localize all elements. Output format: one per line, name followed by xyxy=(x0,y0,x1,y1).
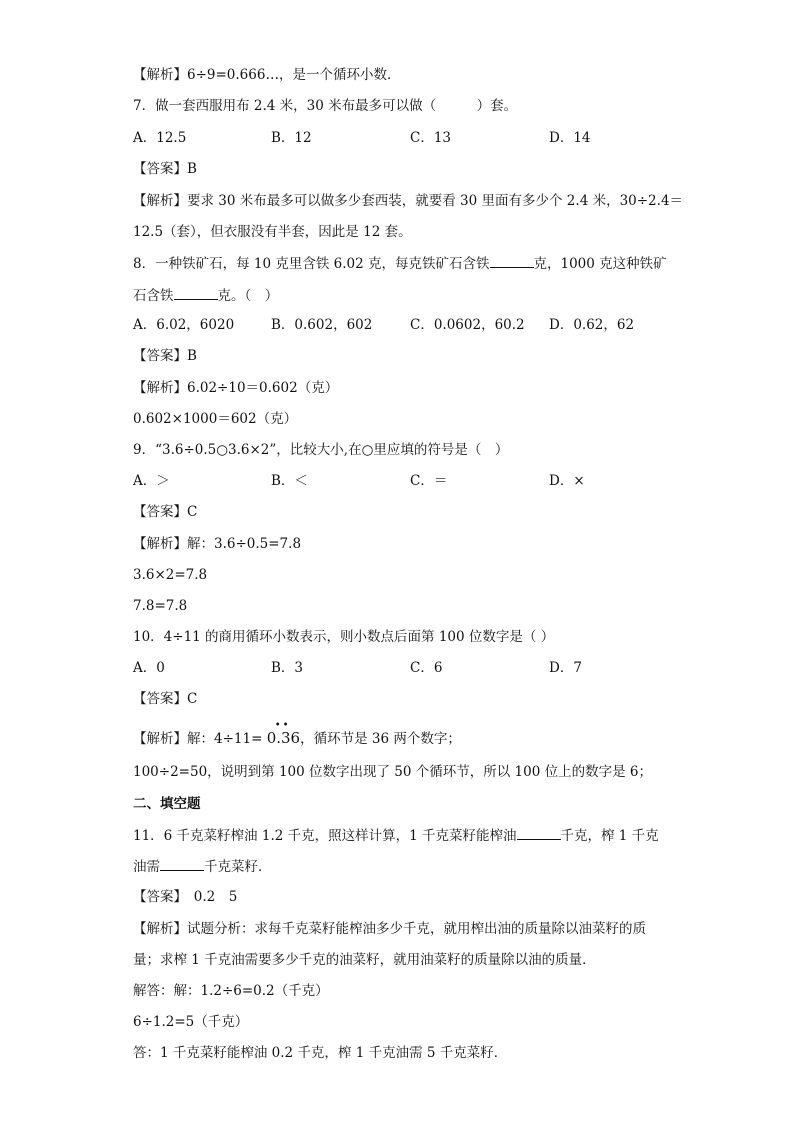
q11-analysis-5: 答：1 千克菜籽能榨油 0.2 千克，榨 1 千克油需 5 千克菜籽． xyxy=(133,1045,508,1061)
section-heading: 二、填空题 xyxy=(133,796,201,812)
q10-analysis-1 xyxy=(133,720,461,748)
q7-answer: 【答案】B xyxy=(133,161,197,177)
q10-stem: 10．4÷11 的商用循环小数表示，则小数点后面第 100 位数字是（ ） xyxy=(133,629,555,645)
q10-analysis-1a: 【解析】解：4÷11= xyxy=(133,731,263,747)
q11-stem-1b: 千克，榨 1 千克 xyxy=(560,828,659,844)
q11-analysis-1: 【解析】试题分析：求每千克菜籽能榨油多少千克，就用榨出油的质量除以油菜籽的质 xyxy=(133,921,646,937)
q11-stem-2b: 千克菜籽． xyxy=(204,859,272,875)
q10-analysis-1b: ，循环节是 36 两个数字； xyxy=(300,731,461,747)
q11-stem-2a: 油需 xyxy=(133,859,160,875)
q9-analysis-1: 【解析】解：3.6÷0.5=7.8 xyxy=(133,536,302,552)
q10-answer: 【答案】C xyxy=(133,691,198,707)
repeating-decimal xyxy=(266,720,301,747)
q8-stem-1 xyxy=(133,254,667,273)
analysis-q6: 【解析】6÷9=0.666…，是一个循环小数． xyxy=(133,67,401,83)
q10-analysis-2: 100÷2=50，说明到第 100 位数字出现了 50 个循环节，所以 100 位上的数字是 6； xyxy=(133,764,652,780)
q7-option-c: C．13 xyxy=(410,130,452,146)
q8-stem-2b: 克。（ ） xyxy=(217,288,279,304)
q10-option-b: B．3 xyxy=(271,660,304,676)
q9-option-c: C．＝ xyxy=(410,473,448,489)
q8-option-b: B．0.602，602 xyxy=(271,317,373,333)
q8-option-a: A．6.02，6020 xyxy=(133,317,235,333)
q11-stem-1 xyxy=(133,826,659,845)
q7-option-b: B．12 xyxy=(271,130,312,146)
q9-answer: 【答案】C xyxy=(133,504,198,520)
q11-analysis-4: 6÷1.2=5（千克） xyxy=(133,1014,249,1030)
q11-analysis-3: 解答：解：1.2÷6=0.2（千克） xyxy=(133,983,329,999)
q8-stem-2a: 石含铁 xyxy=(133,288,174,304)
q9-option-b: B．＜ xyxy=(271,473,308,489)
q11-stem-1a: 11．6 千克菜籽榨油 1.2 千克，照这样计算，1 千克菜籽能榨油 xyxy=(133,828,517,844)
q9-analysis-2: 3.6×2=7.8 xyxy=(133,567,208,583)
answer-blank xyxy=(517,826,561,840)
q8-answer: 【答案】B xyxy=(133,348,197,364)
q9-stem: 9．“3.6÷0.5○3.6×2”，比较大小,在○里应填的符号是（ ） xyxy=(133,442,509,458)
repeating-dots: •• xyxy=(274,720,291,731)
q7-analysis-2: 12.5（套），但衣服没有半套，因此是 12 套。 xyxy=(133,224,412,240)
q9-option-d: D．× xyxy=(549,473,585,489)
q8-stem-1b: 克，1000 克这种铁矿 xyxy=(533,256,667,272)
answer-blank xyxy=(490,254,534,268)
q11-stem-2 xyxy=(133,857,272,876)
q7-option-a: A．12.5 xyxy=(133,130,187,146)
q8-option-c: C．0.0602，60.2 xyxy=(410,317,525,333)
q10-option-a: A．0 xyxy=(133,660,165,676)
q7-analysis-1: 【解析】要求 30 米布最多可以做多少套西装，就要看 30 里面有多少个 2.4 米，30÷2.4＝ xyxy=(133,193,684,209)
q10-option-d: D．7 xyxy=(549,660,582,676)
q9-analysis-3: 7.8=7.8 xyxy=(133,598,188,614)
repeating-decimal-value: 0.36 xyxy=(266,729,301,747)
answer-blank xyxy=(160,857,204,871)
q11-answer: 【答案】 0.2 5 xyxy=(133,889,238,905)
q7-option-d: D．14 xyxy=(549,130,591,146)
q8-stem-1a: 8．一种铁矿石，每 10 克里含铁 6.02 克，每克铁矿石含铁 xyxy=(133,256,490,272)
q8-analysis-2: 0.602×1000＝602（克） xyxy=(133,411,298,427)
q9-option-a: A．＞ xyxy=(133,473,170,489)
q8-option-d: D．0.62，62 xyxy=(549,317,635,333)
q8-stem-2 xyxy=(133,286,278,305)
q8-analysis-1: 【解析】6.02÷10＝0.602（克） xyxy=(133,380,339,396)
answer-blank xyxy=(174,286,218,300)
q10-option-c: C．6 xyxy=(410,660,443,676)
q7-stem: 7．做一套西服用布 2.4 米，30 米布最多可以做（ ）套。 xyxy=(133,98,518,114)
q11-analysis-2: 量；求榨 1 千克油需要多少千克的油菜籽，就用油菜籽的质量除以油的质量． xyxy=(133,952,596,968)
